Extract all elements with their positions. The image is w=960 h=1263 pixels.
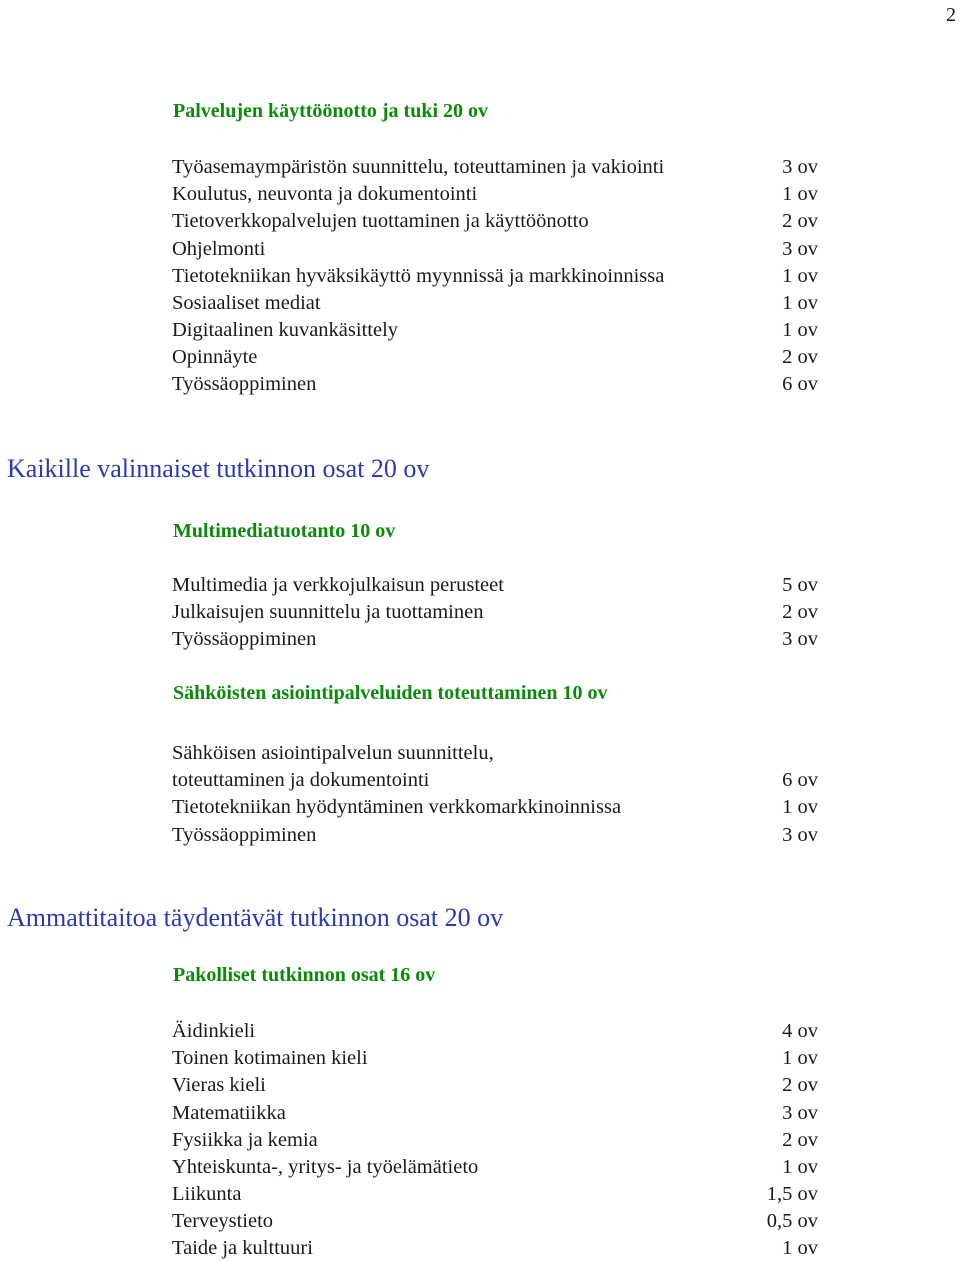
page-number: 2 (946, 4, 956, 26)
section-heading-asiointipalvelut: Sähköisten asiointipalveluiden toteuttaminen 10 ov (173, 682, 608, 704)
course-credits: 1 ov (782, 1047, 818, 1070)
course-name: Yhteiskunta-, yritys- ja työelämätieto (172, 1155, 479, 1178)
course-row (172, 1100, 818, 1127)
course-credits: 1 ov (782, 796, 818, 819)
course-credits: 1 ov (782, 291, 818, 314)
course-name: Terveystieto (172, 1210, 274, 1233)
course-row (172, 317, 818, 344)
course-credits: 6 ov (782, 373, 818, 396)
course-name: Matematiikka (172, 1101, 286, 1124)
course-credits: 2 ov (782, 346, 818, 369)
course-credits: 4 ov (782, 1019, 818, 1042)
course-credits: 3 ov (782, 823, 818, 846)
course-credits: 3 ov (782, 155, 818, 178)
course-row (172, 372, 818, 399)
course-credits: 1 ov (782, 319, 818, 342)
course-row (172, 263, 818, 290)
course-row (172, 1072, 818, 1099)
course-row (172, 1236, 818, 1263)
course-row (172, 181, 818, 208)
course-name: Opinnäyte (172, 346, 258, 369)
course-row (172, 1127, 818, 1154)
course-row (172, 794, 818, 821)
course-name: Työasemaympäristön suunnittelu, toteuttaminen ja vakiointi (172, 155, 665, 178)
course-credits: 1,5 ov (766, 1183, 818, 1206)
course-row (172, 822, 818, 849)
main-heading-valinnaiset: Kaikille valinnaiset tutkinnon osat 20 ov (7, 454, 430, 483)
course-name: Liikunta (172, 1183, 242, 1206)
course-row (172, 344, 818, 371)
course-credits: 3 ov (782, 1101, 818, 1124)
course-list-asiointipalvelut (172, 740, 818, 849)
course-credits: 1 ov (782, 264, 818, 287)
course-name: Julkaisujen suunnittelu ja tuottaminen (172, 601, 484, 624)
course-name: Äidinkieli (172, 1019, 256, 1042)
section-heading-multimedia: Multimediatuotanto 10 ov (173, 520, 396, 542)
course-credits: 2 ov (782, 601, 818, 624)
course-name: Vieras kieli (172, 1074, 266, 1097)
main-heading-ammattitaitoa: Ammattitaitoa täydentävät tutkinnon osat 20 ov (7, 903, 504, 932)
course-row (172, 599, 818, 626)
course-row (172, 208, 818, 235)
course-row (172, 740, 818, 794)
course-credits: 5 ov (782, 573, 818, 596)
course-list-pakolliset (172, 1018, 818, 1263)
course-row (172, 1018, 818, 1045)
course-name: Tietoverkkopalvelujen tuottaminen ja käyttöönotto (172, 210, 589, 233)
course-row (172, 1181, 818, 1208)
course-name: Sähköisen asiointipalvelun suunnittelu, toteuttaminen ja dokumentointi (172, 741, 494, 792)
course-name: Työssäoppiminen (172, 628, 317, 651)
course-credits: 3 ov (782, 628, 818, 651)
course-name: Työssäoppiminen (172, 373, 317, 396)
course-row (172, 154, 818, 181)
course-credits: 1 ov (782, 1155, 818, 1178)
course-row (172, 236, 818, 263)
course-name: Työssäoppiminen (172, 823, 317, 846)
course-credits: 0,5 ov (766, 1210, 818, 1233)
course-credits: 6 ov (782, 769, 818, 792)
course-credits: 1 ov (782, 1237, 818, 1260)
course-name: Toinen kotimainen kieli (172, 1047, 368, 1070)
course-name: Tietotekniikan hyväksikäyttö myynnissä ja markkinoinnissa (172, 264, 665, 287)
course-name: Multimedia ja verkkojulkaisun perusteet (172, 573, 504, 596)
course-name: Sosiaaliset mediat (172, 291, 321, 314)
course-list-palvelujen (172, 154, 818, 399)
course-credits: 2 ov (782, 210, 818, 233)
course-name: Koulutus, neuvonta ja dokumentointi (172, 183, 478, 206)
course-credits: 2 ov (782, 1128, 818, 1151)
course-row (172, 290, 818, 317)
course-row (172, 572, 818, 599)
course-name: Ohjelmonti (172, 237, 266, 260)
course-name: Digitaalinen kuvankäsittely (172, 319, 399, 342)
course-row (172, 1045, 818, 1072)
course-row (172, 626, 818, 653)
course-name: Fysiikka ja kemia (172, 1128, 318, 1151)
course-name: Taide ja kulttuuri (172, 1237, 313, 1260)
course-row (172, 1154, 818, 1181)
course-name: Tietotekniikan hyödyntäminen verkkomarkkinoinnissa (172, 796, 622, 819)
course-credits: 1 ov (782, 183, 818, 206)
course-credits: 2 ov (782, 1074, 818, 1097)
course-row (172, 1208, 818, 1235)
section-heading-pakolliset: Pakolliset tutkinnon osat 16 ov (173, 964, 436, 986)
course-credits: 3 ov (782, 237, 818, 260)
course-list-multimedia (172, 572, 818, 654)
section-heading-palvelujen: Palvelujen käyttöönotto ja tuki 20 ov (173, 100, 488, 122)
